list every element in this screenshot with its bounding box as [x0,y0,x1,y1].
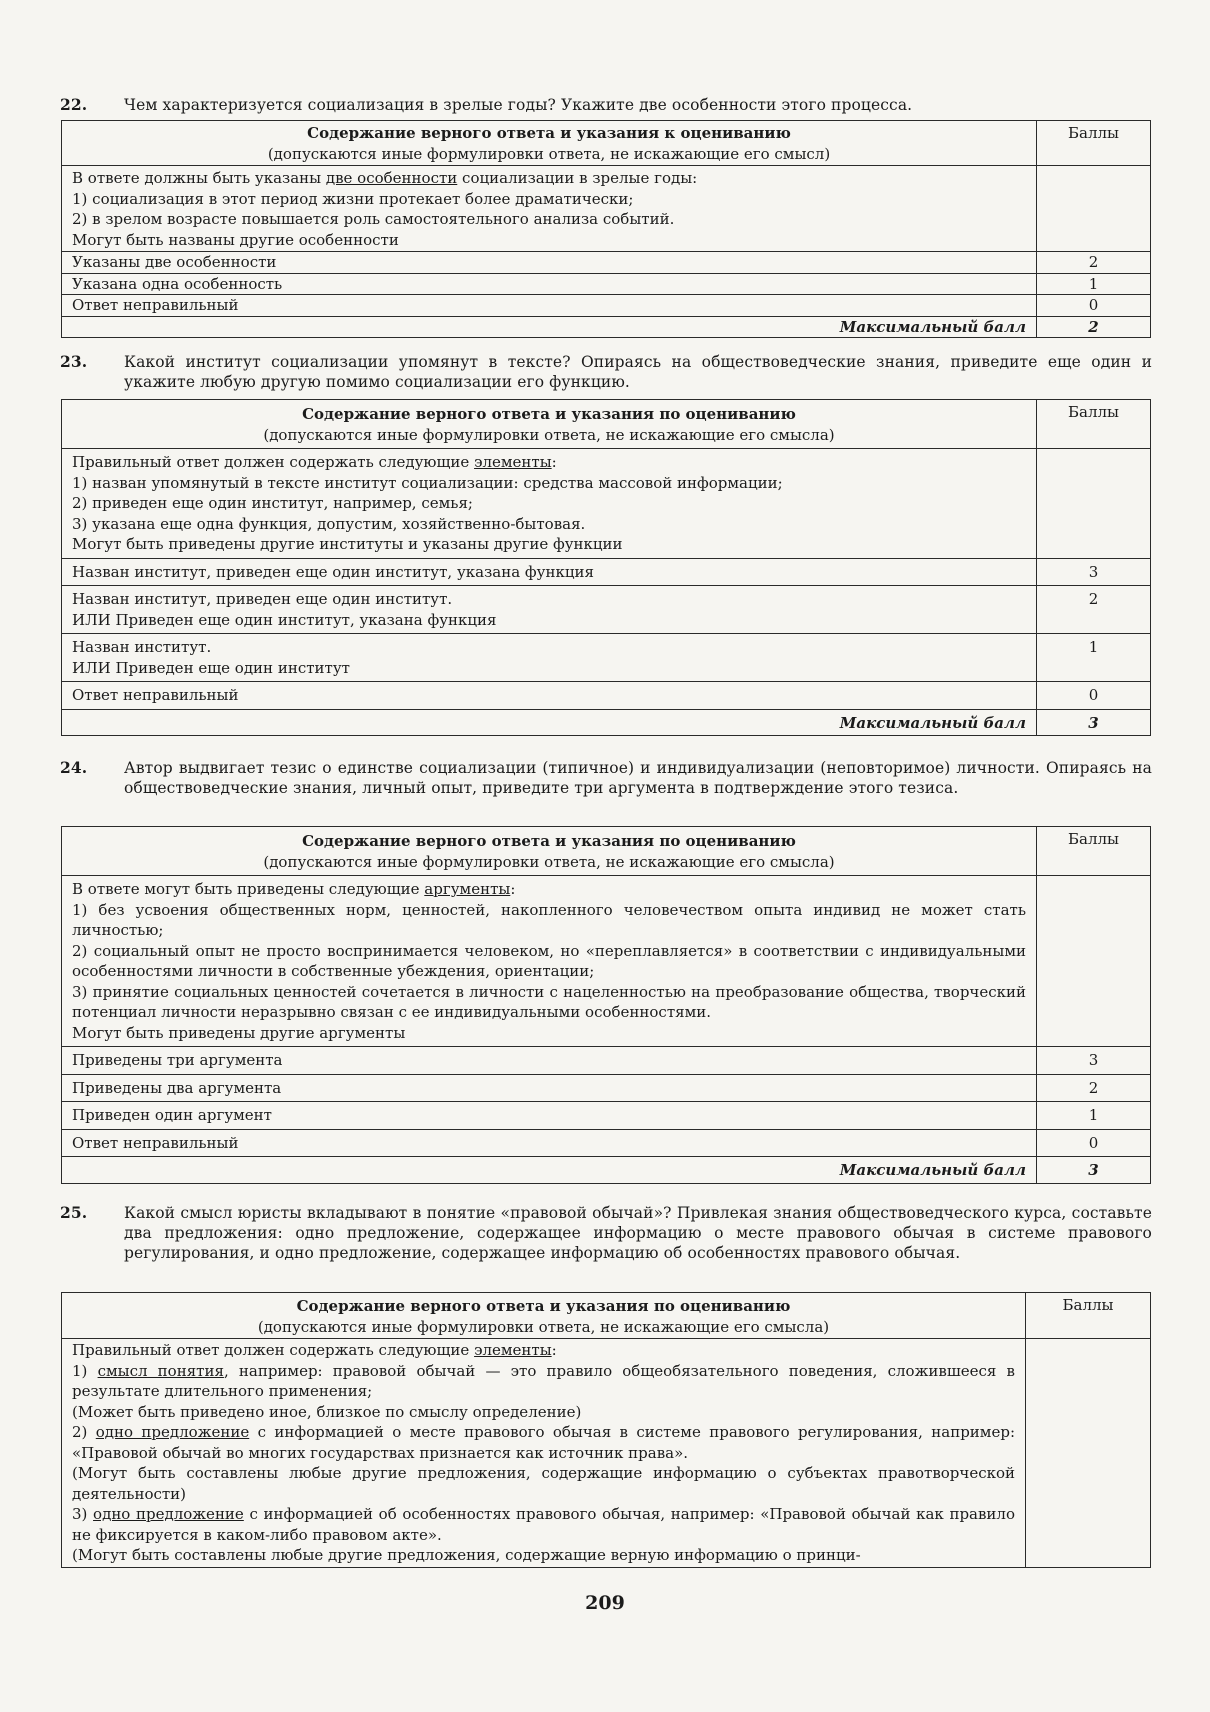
header-title: Содержание верного ответа и указания к оцениванию [307,124,791,142]
max-score-label: Максимальный балл [62,1157,1037,1184]
score-row [62,1074,1151,1102]
content-line: 1) без усвоения общественных норм, ценностей, накопленного человечеством опыта индивид не может стать личностью; [72,900,1026,939]
content-line: 1) назван упомянутый в тексте институт социализации: средства массовой информации; [72,473,783,492]
header-points: Баллы [1026,1293,1151,1339]
answer-table-23 [61,399,1151,736]
header-points: Баллы [1037,400,1151,449]
header-subtitle: (допускаются иные формулировки ответа, не искажающие его смысла) [263,852,835,871]
content-line: 2) социальный опыт не просто воспринимается человеком, но «переплавляется» в соответствии с индивидуальными особенностями личности в собственные убеждения, ориентации; [72,941,1026,980]
answer-table-25 [61,1292,1151,1568]
content-line: 2) приведен еще один институт, например, семья; [72,494,473,512]
score-row [62,295,1151,317]
question-number: 23. [60,352,88,371]
score-row [62,252,1151,274]
content-line: Могут быть приведены другие аргументы [72,1023,406,1042]
max-score-label: Максимальный балл [62,709,1037,736]
score-label: Приведен один аргумент [62,1102,1037,1130]
max-score-value: 3 [1037,1157,1151,1184]
score-value: 3 [1037,558,1151,586]
score-value: 0 [1037,1129,1151,1157]
header-subtitle: (допускаются иные формулировки ответа, не искажающие его смысла) [263,425,835,444]
content-line: 2) одно предложение с информацией о месте правового обычая в системе правового регулирования, например: «Правовой обычай во многих государствах признается как источник права». [72,1423,1015,1462]
score-row [62,586,1151,634]
header-subtitle: (допускаются иные формулировки ответа, не искажающие его смысл) [267,144,831,163]
question-text: Автор выдвигает тезис о единстве социализации (типичное) и индивидуализации (неповторимое) личности. Опираясь на обществоведческие знания, личный опыт, приведите три аргумента в подтверждение этого тезиса. [124,759,1152,797]
content-line: 3) принятие социальных ценностей сочетается в личности с нацеленностью на преобразование общества, творческий потенциал личности неразрывно связан с ее индивидуальными особенностями. [72,982,1026,1021]
score-value: 2 [1037,1074,1151,1102]
content-line: (Могут быть составлены любые другие предложения, содержащие верную информацию о принци- [72,1546,861,1564]
score-label: Назван институт. [72,638,212,656]
score-value: 0 [1037,295,1151,317]
score-label-alt: ИЛИ Приведен еще один институт [72,658,350,677]
score-row [62,1102,1151,1130]
score-row [62,1129,1151,1157]
header-subtitle: (допускаются иные формулировки ответа, не искажающие его смысла) [257,1317,830,1336]
content-intro: Правильный ответ должен содержать следующие элементы: [72,453,557,471]
header-points: Баллы [1037,827,1151,876]
score-value: 0 [1037,682,1151,710]
table-header [62,121,1151,166]
max-score-value: 2 [1037,316,1151,338]
score-value: 1 [1037,1102,1151,1130]
answer-table-24 [61,826,1151,1184]
question-text: Какой смысл юристы вкладывают в понятие «правовой обычай»? Привлекая знания обществоведческого курса, составьте два предложения: одно предложение, содержащее информацию о месте правового обычая в системе правового регулирования, и одно предложение, содержащее информацию об особенностях правового обычая. [124,1204,1152,1262]
score-label-alt: ИЛИ Приведен еще один институт, указана функция [72,610,497,629]
max-score-label: Максимальный балл [62,316,1037,338]
content-line: (Могут быть составлены любые другие предложения, содержащие информацию о субъектах правотворческой деятельности) [72,1464,1015,1503]
score-label: Ответ неправильный [62,295,1037,317]
score-row [62,558,1151,586]
score-label: Ответ неправильный [62,1129,1037,1157]
question-number: 24. [60,758,88,777]
question-25 [60,1203,1152,1263]
max-score-value: 3 [1037,709,1151,736]
question-number: 22. [60,95,88,114]
score-row [62,273,1151,295]
score-label: Приведены три аргумента [62,1047,1037,1075]
score-row [62,634,1151,682]
content-row [62,1339,1151,1568]
content-line: 2) в зрелом возрасте повышается роль самостоятельного анализа событий. [72,210,675,228]
question-text: Чем характеризуется социализация в зрелые годы? Укажите две особенности этого процесса. [124,96,913,114]
max-score-row [62,316,1151,338]
question-23 [60,352,1152,392]
answer-table-22 [61,120,1151,338]
score-label: Приведены два аргумента [62,1074,1037,1102]
question-number: 25. [60,1203,88,1222]
score-row [62,682,1151,710]
content-intro: Правильный ответ должен содержать следующие элементы: [72,1341,557,1359]
content-line: Могут быть названы другие особенности [72,230,399,249]
content-row [62,876,1151,1047]
header-points: Баллы [1037,121,1151,166]
content-intro: В ответе должны быть указаны две особенности социализации в зрелые годы: [72,169,698,187]
score-label: Назван институт, приведен еще один институт, указана функция [72,562,594,581]
table-header [62,827,1151,876]
page-number: 209 [585,1592,625,1614]
content-line: 1) смысл понятия, например: правовой обычай — это правило общеобязательного поведения, сложившееся в результате длительного применения; [72,1361,1016,1400]
content-row [62,166,1151,252]
content-line: 1) социализация в этот период жизни протекает более драматически; [72,189,634,208]
table-header [62,400,1151,449]
max-score-row [62,1157,1151,1184]
question-24 [60,758,1152,798]
header-title: Содержание верного ответа и указания по оцениванию [302,832,796,850]
score-row [62,1047,1151,1075]
score-value: 1 [1037,273,1151,295]
content-intro: В ответе могут быть приведены следующие аргументы: [72,880,516,898]
header-title: Содержание верного ответа и указания по оцениванию [302,405,796,423]
score-value: 3 [1037,1047,1151,1075]
score-value: 2 [1037,586,1151,634]
table-header [62,1293,1151,1339]
max-score-row [62,709,1151,736]
question-22 [60,95,1152,115]
content-line: 3) одно предложение с информацией об особенностях правового обычая, например: «Правовой обычай как правило не фиксируется в каком-либо правовом акте». [72,1505,1015,1544]
score-label: Указаны две особенности [62,252,1037,274]
score-label: Назван институт, приведен еще один институт. [72,590,453,608]
score-value: 1 [1037,634,1151,682]
score-value: 2 [1037,252,1151,274]
content-line: Могут быть приведены другие институты и указаны другие функции [72,535,623,553]
question-text: Какой институт социализации упомянут в тексте? Опираясь на обществоведческие знания, приведите еще один и укажите любую другую помимо социализации его функцию. [124,353,1152,391]
content-row [62,449,1151,559]
score-label: Указана одна особенность [62,273,1037,295]
header-title: Содержание верного ответа и указания по оцениванию [296,1297,791,1315]
content-line: (Может быть приведено иное, близкое по смыслу определение) [72,1402,582,1421]
content-line: 3) указана еще одна функция, допустим, хозяйственно-бытовая. [72,514,586,533]
score-label: Ответ неправильный [72,686,239,704]
